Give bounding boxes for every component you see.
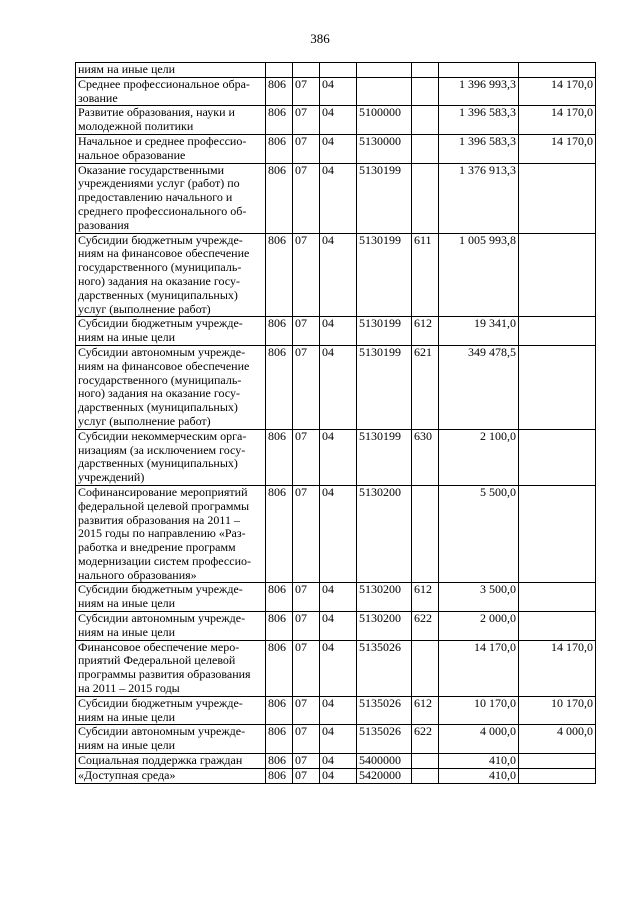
item-name-line: ного) задания на оказание госу- — [78, 273, 240, 288]
amount-cell: 410,0 — [439, 754, 519, 769]
ministry-code-cell: 806 — [266, 754, 293, 769]
item-name-line: ного) задания на оказание госу- — [78, 386, 240, 401]
table-row — [76, 696, 596, 725]
ministry-code-cell: 806 — [266, 233, 293, 317]
item-name-line: Субсидии бюджетным учрежде- — [78, 696, 243, 710]
table-row — [76, 134, 596, 163]
federal-amount-cell — [519, 63, 596, 78]
item-name-cell — [76, 696, 266, 725]
section-code-cell: 07 — [293, 583, 320, 612]
ministry-code-cell: 806 — [266, 163, 293, 233]
item-name-line: дарственных (муниципальных) — [78, 287, 238, 302]
section-code-cell: 07 — [293, 134, 320, 163]
federal-amount-cell: 14 170,0 — [519, 640, 596, 696]
ministry-code-cell: 806 — [266, 345, 293, 429]
expense-type-cell — [412, 134, 439, 163]
federal-amount-cell: 4 000,0 — [519, 725, 596, 754]
section-code-cell: 07 — [293, 640, 320, 696]
item-name-line: 2015 годы по направлению «Раз- — [78, 526, 246, 541]
table-row — [76, 485, 596, 583]
item-name-line: приятий Федеральной целевой — [78, 653, 236, 668]
table-row — [76, 317, 596, 346]
target-code-cell: 5130000 — [357, 134, 412, 163]
budget-table — [75, 62, 596, 784]
item-name-cell — [76, 106, 266, 135]
federal-amount-cell — [519, 163, 596, 233]
target-code-cell: 5100000 — [357, 106, 412, 135]
expense-type-cell — [412, 640, 439, 696]
item-name-line: нального образования» — [78, 567, 197, 582]
item-name-line: дарственных (муниципальных) — [78, 456, 238, 471]
target-code-cell: 5130199 — [357, 317, 412, 346]
subsection-code-cell: 04 — [320, 233, 357, 317]
subsection-code-cell: 04 — [320, 134, 357, 163]
item-name-line: предоставлению начального и — [78, 190, 233, 205]
item-name-line: Субсидии автономным учрежде- — [78, 724, 246, 739]
amount-cell: 1 396 583,3 — [439, 134, 519, 163]
item-name-line: услуг (выполнение работ) — [78, 301, 211, 316]
item-name-line: ниям на иные цели — [78, 596, 176, 611]
subsection-code-cell: 04 — [320, 429, 357, 485]
item-name-cell — [76, 612, 266, 641]
federal-amount-cell: 14 170,0 — [519, 134, 596, 163]
item-name-line: ниям на финансовое обеспечение — [78, 358, 250, 373]
table-row — [76, 163, 596, 233]
item-name-cell — [76, 317, 266, 346]
federal-amount-cell — [519, 583, 596, 612]
item-name-line: дарственных (муниципальных) — [78, 400, 238, 415]
subsection-code-cell: 04 — [320, 77, 357, 106]
target-code-cell: 5135026 — [357, 696, 412, 725]
amount-cell: 14 170,0 — [439, 640, 519, 696]
table-row — [76, 583, 596, 612]
item-name-cell — [76, 63, 266, 78]
subsection-code-cell: 04 — [320, 725, 357, 754]
subsection-code-cell: 04 — [320, 317, 357, 346]
expense-type-cell: 612 — [412, 696, 439, 725]
amount-cell: 5 500,0 — [439, 485, 519, 583]
table-row — [76, 63, 596, 78]
section-code-cell: 07 — [293, 485, 320, 583]
item-name-line: разования — [78, 217, 130, 232]
target-code-cell: 5130199 — [357, 345, 412, 429]
item-name-line: Субсидии некоммерческим орга- — [78, 429, 247, 443]
ministry-code-cell: 806 — [266, 583, 293, 612]
item-name-line: Финансовое обеспечение меро- — [78, 640, 240, 654]
item-name-line: модернизации систем профессио- — [78, 553, 251, 568]
table-row — [76, 345, 596, 429]
ministry-code-cell: 806 — [266, 696, 293, 725]
section-code-cell: 07 — [293, 754, 320, 769]
item-name-line: государственного (муниципаль- — [78, 260, 242, 275]
item-name-line: на 2011 – 2015 годы — [78, 681, 180, 696]
item-name-line: Софинансирование мероприятий — [78, 485, 248, 499]
item-name-line: учреждений) — [78, 470, 145, 485]
subsection-code-cell: 04 — [320, 754, 357, 769]
ministry-code-cell: 806 — [266, 106, 293, 135]
section-code-cell: 07 — [293, 696, 320, 725]
federal-amount-cell — [519, 233, 596, 317]
table-row — [76, 106, 596, 135]
amount-cell: 1 376 913,3 — [439, 163, 519, 233]
target-code-cell: 5400000 — [357, 754, 412, 769]
item-name-line: Субсидии бюджетным учрежде- — [78, 316, 243, 331]
subsection-code-cell: 04 — [320, 106, 357, 135]
item-name-line: среднего профессионального об- — [78, 203, 247, 218]
table-row — [76, 768, 596, 783]
target-code-cell: 5130199 — [357, 429, 412, 485]
subsection-code-cell: 04 — [320, 485, 357, 583]
item-name-cell — [76, 485, 266, 583]
amount-cell: 1 396 583,3 — [439, 106, 519, 135]
item-name-line: Начальное и среднее профессио- — [78, 134, 247, 148]
subsection-code-cell: 04 — [320, 640, 357, 696]
amount-cell: 1 396 993,3 — [439, 77, 519, 106]
section-code-cell: 07 — [293, 77, 320, 106]
subsection-code-cell: 04 — [320, 345, 357, 429]
federal-amount-cell — [519, 768, 596, 783]
target-code-cell: 5130199 — [357, 163, 412, 233]
item-name-line: Субсидии бюджетным учрежде- — [78, 233, 243, 247]
expense-type-cell — [412, 63, 439, 78]
subsection-code-cell: 04 — [320, 163, 357, 233]
item-name-line: «Доступная среда» — [78, 768, 176, 782]
item-name-cell — [76, 583, 266, 612]
expense-type-cell: 630 — [412, 429, 439, 485]
section-code-cell: 07 — [293, 768, 320, 783]
federal-amount-cell — [519, 345, 596, 429]
item-name-line: учреждениями услуг (работ) по — [78, 176, 240, 191]
subsection-code-cell: 04 — [320, 612, 357, 641]
item-name-cell — [76, 163, 266, 233]
amount-cell: 410,0 — [439, 768, 519, 783]
item-name-cell — [76, 77, 266, 106]
item-name-line: услуг (выполнение работ) — [78, 413, 211, 428]
ministry-code-cell: 806 — [266, 134, 293, 163]
item-name-line: программы развития образования — [78, 667, 251, 682]
expense-type-cell: 621 — [412, 345, 439, 429]
section-code-cell: 07 — [293, 429, 320, 485]
target-code-cell — [357, 63, 412, 78]
ministry-code-cell — [266, 63, 293, 78]
item-name-cell — [76, 640, 266, 696]
target-code-cell: 5130200 — [357, 583, 412, 612]
item-name-line: Субсидии автономным учрежде- — [78, 345, 246, 359]
ministry-code-cell: 806 — [266, 725, 293, 754]
federal-amount-cell — [519, 612, 596, 641]
ministry-code-cell: 806 — [266, 429, 293, 485]
target-code-cell: 5130200 — [357, 612, 412, 641]
expense-type-cell: 622 — [412, 612, 439, 641]
table-row — [76, 754, 596, 769]
federal-amount-cell: 14 170,0 — [519, 106, 596, 135]
item-name-line: Развитие образования, науки и — [78, 105, 235, 120]
table-row — [76, 233, 596, 317]
expense-type-cell — [412, 163, 439, 233]
section-code-cell: 07 — [293, 317, 320, 346]
ministry-code-cell: 806 — [266, 317, 293, 346]
section-code-cell: 07 — [293, 163, 320, 233]
item-name-line: Субсидии автономным учрежде- — [78, 611, 246, 626]
section-code-cell: 07 — [293, 106, 320, 135]
expense-type-cell — [412, 485, 439, 583]
ministry-code-cell: 806 — [266, 77, 293, 106]
item-name-line: развития образования на 2011 – — [78, 512, 240, 527]
item-name-line: федеральной целевой программы — [78, 498, 250, 513]
item-name-cell — [76, 345, 266, 429]
amount-cell: 10 170,0 — [439, 696, 519, 725]
item-name-line: зование — [78, 90, 118, 105]
item-name-line: ниям на иные цели — [78, 624, 176, 639]
item-name-line: Субсидии бюджетным учрежде- — [78, 582, 243, 597]
target-code-cell — [357, 77, 412, 106]
item-name-cell — [76, 725, 266, 754]
amount-cell: 3 500,0 — [439, 583, 519, 612]
item-name-cell — [76, 429, 266, 485]
ministry-code-cell: 806 — [266, 612, 293, 641]
table-row — [76, 612, 596, 641]
amount-cell: 349 478,5 — [439, 345, 519, 429]
target-code-cell: 5135026 — [357, 725, 412, 754]
subsection-code-cell: 04 — [320, 696, 357, 725]
table-row — [76, 429, 596, 485]
item-name-line: ниям на финансовое обеспечение — [78, 246, 250, 261]
item-name-line: низациям (за исключением госу- — [78, 442, 246, 457]
ministry-code-cell: 806 — [266, 485, 293, 583]
section-code-cell — [293, 63, 320, 78]
amount-cell: 19 341,0 — [439, 317, 519, 346]
expense-type-cell: 612 — [412, 583, 439, 612]
federal-amount-cell — [519, 485, 596, 583]
item-name-line: Среднее профессиональное обра- — [78, 77, 250, 91]
section-code-cell: 07 — [293, 345, 320, 429]
subsection-code-cell: 04 — [320, 583, 357, 612]
item-name-line: ниям на иные цели — [78, 62, 176, 76]
amount-cell — [439, 63, 519, 78]
federal-amount-cell — [519, 429, 596, 485]
expense-type-cell — [412, 77, 439, 106]
table-row — [76, 640, 596, 696]
amount-cell: 1 005 993,8 — [439, 233, 519, 317]
expense-type-cell — [412, 768, 439, 783]
federal-amount-cell: 10 170,0 — [519, 696, 596, 725]
target-code-cell: 5130200 — [357, 485, 412, 583]
item-name-line: государственного (муниципаль- — [78, 372, 242, 387]
federal-amount-cell — [519, 754, 596, 769]
item-name-line: молодежной политики — [78, 119, 194, 134]
table-row — [76, 725, 596, 754]
expense-type-cell — [412, 106, 439, 135]
expense-type-cell: 611 — [412, 233, 439, 317]
subsection-code-cell — [320, 63, 357, 78]
subsection-code-cell: 04 — [320, 768, 357, 783]
federal-amount-cell — [519, 317, 596, 346]
page-number: 386 — [310, 31, 330, 46]
amount-cell: 2 000,0 — [439, 612, 519, 641]
target-code-cell: 5135026 — [357, 640, 412, 696]
expense-type-cell — [412, 754, 439, 769]
item-name-line: Социальная поддержка граждан — [78, 753, 243, 768]
amount-cell: 2 100,0 — [439, 429, 519, 485]
item-name-cell — [76, 233, 266, 317]
table-row — [76, 77, 596, 106]
amount-cell: 4 000,0 — [439, 725, 519, 754]
ministry-code-cell: 806 — [266, 768, 293, 783]
target-code-cell: 5420000 — [357, 768, 412, 783]
item-name-line: ниям на иные цели — [78, 330, 176, 345]
item-name-line: ниям на иные цели — [78, 709, 176, 724]
item-name-line: ниям на иные цели — [78, 738, 176, 753]
item-name-cell — [76, 754, 266, 769]
section-code-cell: 07 — [293, 612, 320, 641]
expense-type-cell: 622 — [412, 725, 439, 754]
federal-amount-cell: 14 170,0 — [519, 77, 596, 106]
target-code-cell: 5130199 — [357, 233, 412, 317]
item-name-line: работка и внедрение программ — [78, 540, 236, 555]
item-name-cell — [76, 768, 266, 783]
expense-type-cell: 612 — [412, 317, 439, 346]
section-code-cell: 07 — [293, 233, 320, 317]
section-code-cell: 07 — [293, 725, 320, 754]
table-body — [76, 63, 596, 784]
ministry-code-cell: 806 — [266, 640, 293, 696]
item-name-line: нальное образование — [78, 147, 186, 162]
item-name-cell — [76, 134, 266, 163]
item-name-line: Оказание государственными — [78, 163, 225, 177]
